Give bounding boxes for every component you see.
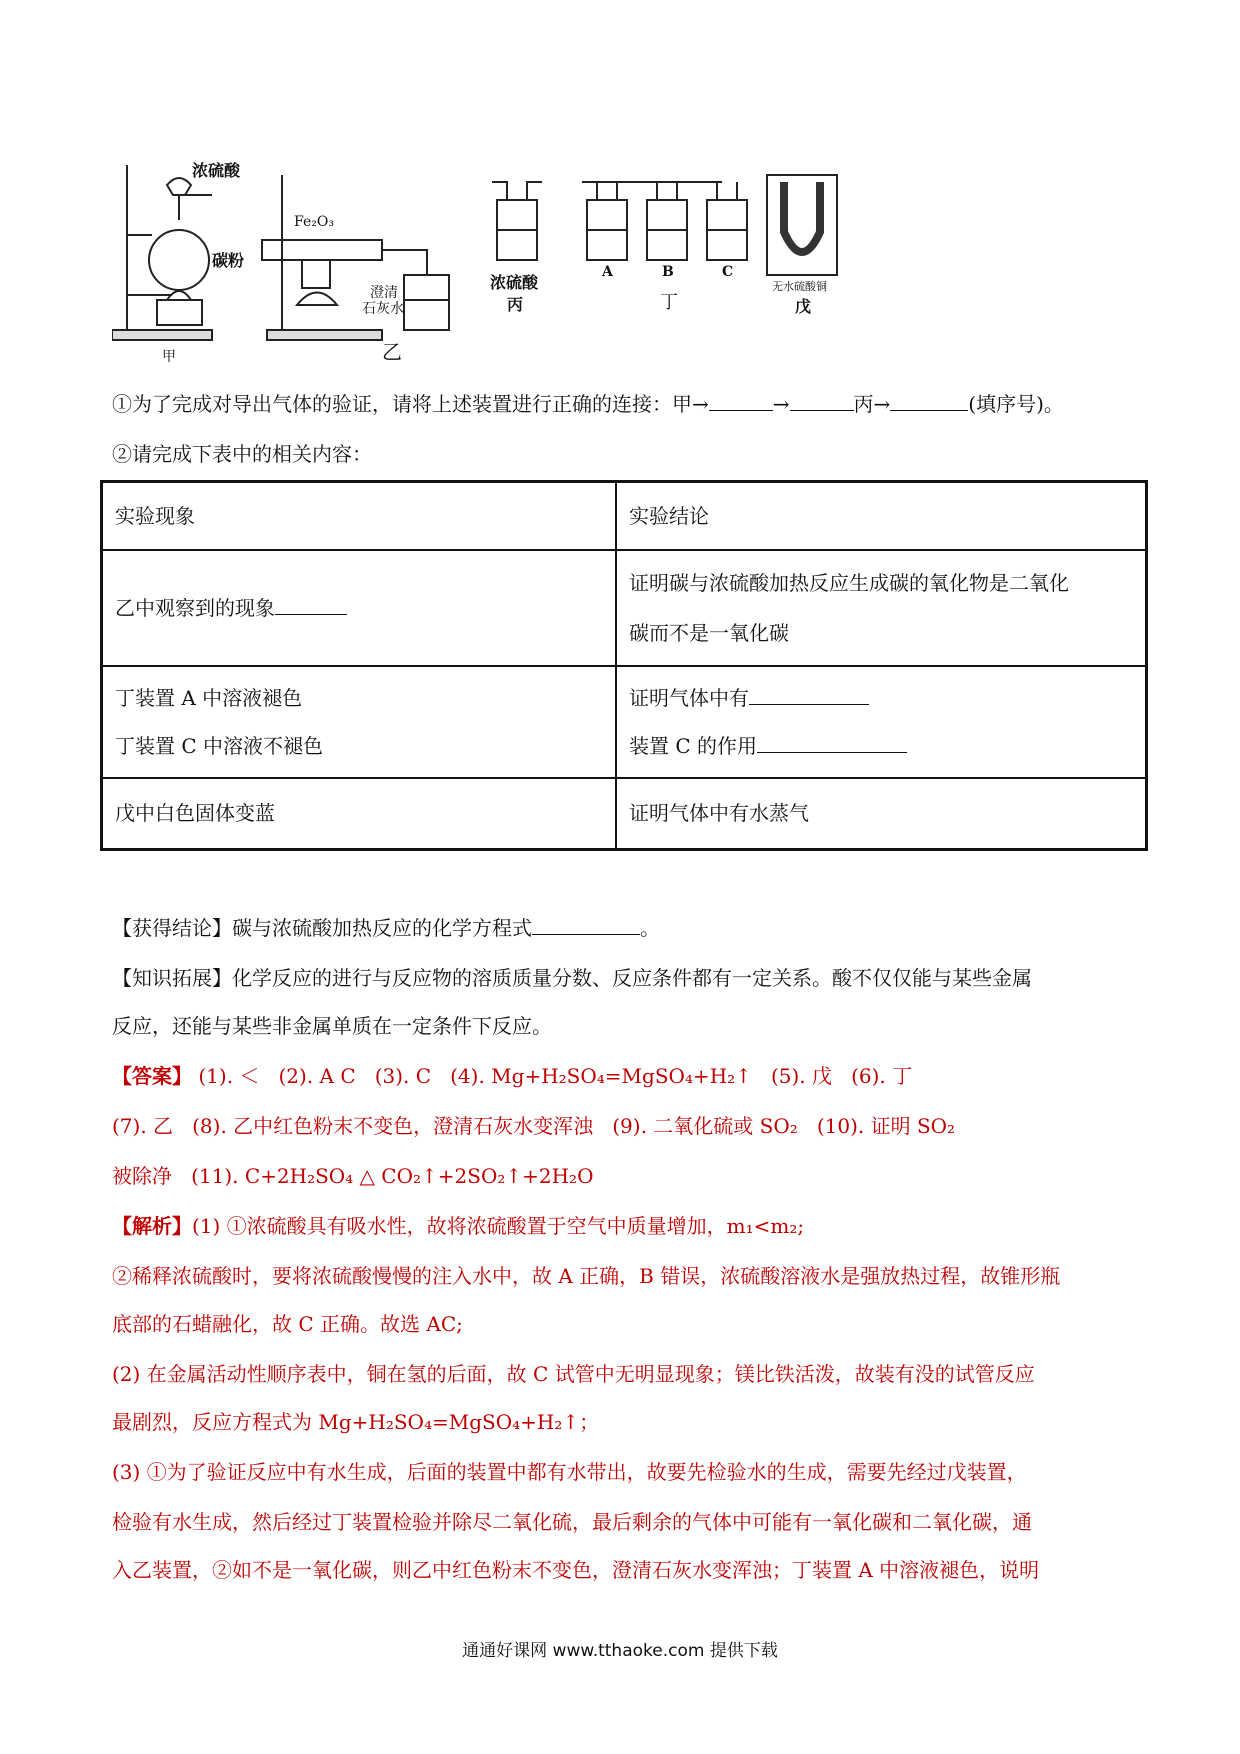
- conclusion-line: [112, 914, 660, 942]
- yi-reagent-label: Fe₂O₃: [294, 214, 334, 230]
- row2-conclusion-line1-text: 证明气体中有: [629, 685, 749, 710]
- analysis-line-7: 检验有水生成，然后经过丁装置检验并除尽二氧化硫，最后剩余的气体中可能有一氧化碳和二氧化碳，通: [112, 1510, 1032, 1534]
- wu-label: 无水硫酸铜: [772, 280, 827, 293]
- analysis-line-1-text: (1) ①浓硫酸具有吸水性，故将浓硫酸置于空气中质量增加，m₁<m₂;: [192, 1214, 805, 1238]
- ding-caption: 丁: [660, 292, 678, 313]
- ding-label-c: C: [722, 264, 734, 280]
- row2-phenomenon-line2: 丁装置 C 中溶液不褪色: [115, 733, 324, 758]
- row2-conclusion-line2-text: 装置 C 的作用: [629, 733, 758, 758]
- ding-label-a: A: [602, 264, 613, 280]
- table-row: [102, 666, 1147, 778]
- extension-line-1: 【知识拓展】化学反应的进行与反应物的溶质质量分数、反应条件都有一定关系。酸不仅仅能与某些金属: [112, 966, 1032, 990]
- answer-line-3: 被除净 (11). C+2H₂SO₄ △ CO₂↑+2SO₂↑+2H₂O: [112, 1164, 594, 1188]
- bing-caption: 丙: [507, 295, 524, 314]
- header-conclusion: 实验结论: [616, 482, 1147, 550]
- jia-caption: 甲: [162, 349, 176, 365]
- row3-conclusion: 证明气体中有水蒸气: [616, 778, 1147, 850]
- table-row: [102, 778, 1147, 850]
- q1-bing-arrow: 丙→: [853, 392, 891, 416]
- answer-line-1-text: (1). ＜ (2). A C (3). C (4). Mg+H₂SO₄=MgSO₄+H₂↑ (5). 戊 (6). 丁: [198, 1064, 913, 1088]
- ding-label-b: B: [662, 264, 674, 280]
- row1-conclusion: [616, 550, 1147, 666]
- analysis-line-3: 底部的石蜡融化，故 C 正确。故选 AC;: [112, 1312, 463, 1336]
- row2-conclusion-line2: [629, 722, 1133, 770]
- page-footer: 通通好课网 www.tthaoke.com 提供下载: [462, 1641, 778, 1661]
- row1-phenomenon-text: 乙中观察到的现象: [115, 595, 275, 620]
- blank-2: [790, 392, 854, 411]
- question-2: ②请完成下表中的相关内容：: [112, 442, 372, 466]
- row3-phenomenon: 戊中白色固体变蓝: [102, 778, 617, 850]
- analysis-line-6: (3) ①为了验证反应中有水生成，后面的装置中都有水带出，故要先检验水的生成，需要先经过戊装置，: [112, 1460, 1027, 1484]
- analysis-line-5: 最剧烈，反应方程式为 Mg+H₂SO₄=MgSO₄+H₂↑；: [112, 1410, 600, 1434]
- q1-suffix: (填序号)。: [968, 392, 1064, 416]
- row2-conclusion: [616, 666, 1147, 778]
- q1-arrow: →: [772, 392, 790, 416]
- header-phenomenon: 实验现象: [102, 482, 617, 550]
- analysis-tag: 【解析】: [112, 1214, 192, 1238]
- analysis-line-8: 入乙装置，②如不是一氧化碳，则乙中红色粉末不变色，澄清石灰水变浑浊；丁装置 A 中溶液褪色，说明: [112, 1558, 1040, 1582]
- table-row: [102, 550, 1147, 666]
- conclusion-end: 。: [640, 916, 660, 940]
- question-1: [112, 390, 1064, 418]
- answer-tag: 【答案】: [112, 1064, 192, 1088]
- conclusion-blank: [532, 916, 640, 935]
- conclusion-text: 【获得结论】碳与浓硫酸加热反应的化学方程式: [112, 916, 532, 940]
- apparatus-figure: [112, 160, 962, 370]
- analysis-line-1: [112, 1212, 804, 1240]
- row2-phenomenon-line1: 丁装置 A 中溶液褪色: [115, 685, 303, 710]
- yi-water-label-1: 澄清: [370, 285, 398, 301]
- q1-text: ①为了完成对导出气体的验证，请将上述装置进行正确的连接：甲→: [112, 392, 709, 416]
- row1-conclusion-line1: 证明碳与浓硫酸加热反应生成碳的氧化物是二氧化: [629, 570, 1069, 595]
- row2-conclusion-line1: [629, 674, 1133, 722]
- jia-carbon-label: 碳粉: [212, 251, 245, 270]
- blank-3: [890, 392, 968, 411]
- answer-line-2: (7). 乙 (8). 乙中红色粉末不变色，澄清石灰水变浑浊 (9). 二氧化硫或 SO₂ (10). 证明 SO₂: [112, 1114, 956, 1138]
- analysis-line-2: ②稀释浓硫酸时，要将浓硫酸慢慢的注入水中，故 A 正确，B 错误，浓硫酸溶液水是强放热过程，故锥形瓶: [112, 1264, 1061, 1288]
- row1-conclusion-line2: 碳而不是一氧化碳: [629, 620, 789, 645]
- wu-caption: 戊: [795, 297, 812, 316]
- table-header-row: [102, 482, 1147, 550]
- results-table: [100, 480, 1148, 851]
- yi-water-label-2: 石灰水: [362, 301, 404, 317]
- analysis-line-4: (2) 在金属活动性顺序表中，铜在氢的后面，故 C 试管中无明显现象；镁比铁活泼，故装有没的试管反应: [112, 1362, 1035, 1386]
- row2-blank-2: [757, 734, 907, 753]
- extension-line-2: 反应，还能与某些非金属单质在一定条件下反应。: [112, 1014, 552, 1038]
- yi-caption: 乙: [382, 340, 402, 364]
- row1-blank: [275, 596, 347, 615]
- blank-1: [709, 392, 773, 411]
- row2-blank-1: [749, 686, 869, 705]
- answer-line-1: [112, 1062, 912, 1090]
- jia-acid-label: 浓硫酸: [192, 161, 241, 180]
- row2-phenomenon: [102, 666, 617, 778]
- bing-label: 浓硫酸: [490, 273, 539, 292]
- row1-phenomenon: [102, 550, 617, 666]
